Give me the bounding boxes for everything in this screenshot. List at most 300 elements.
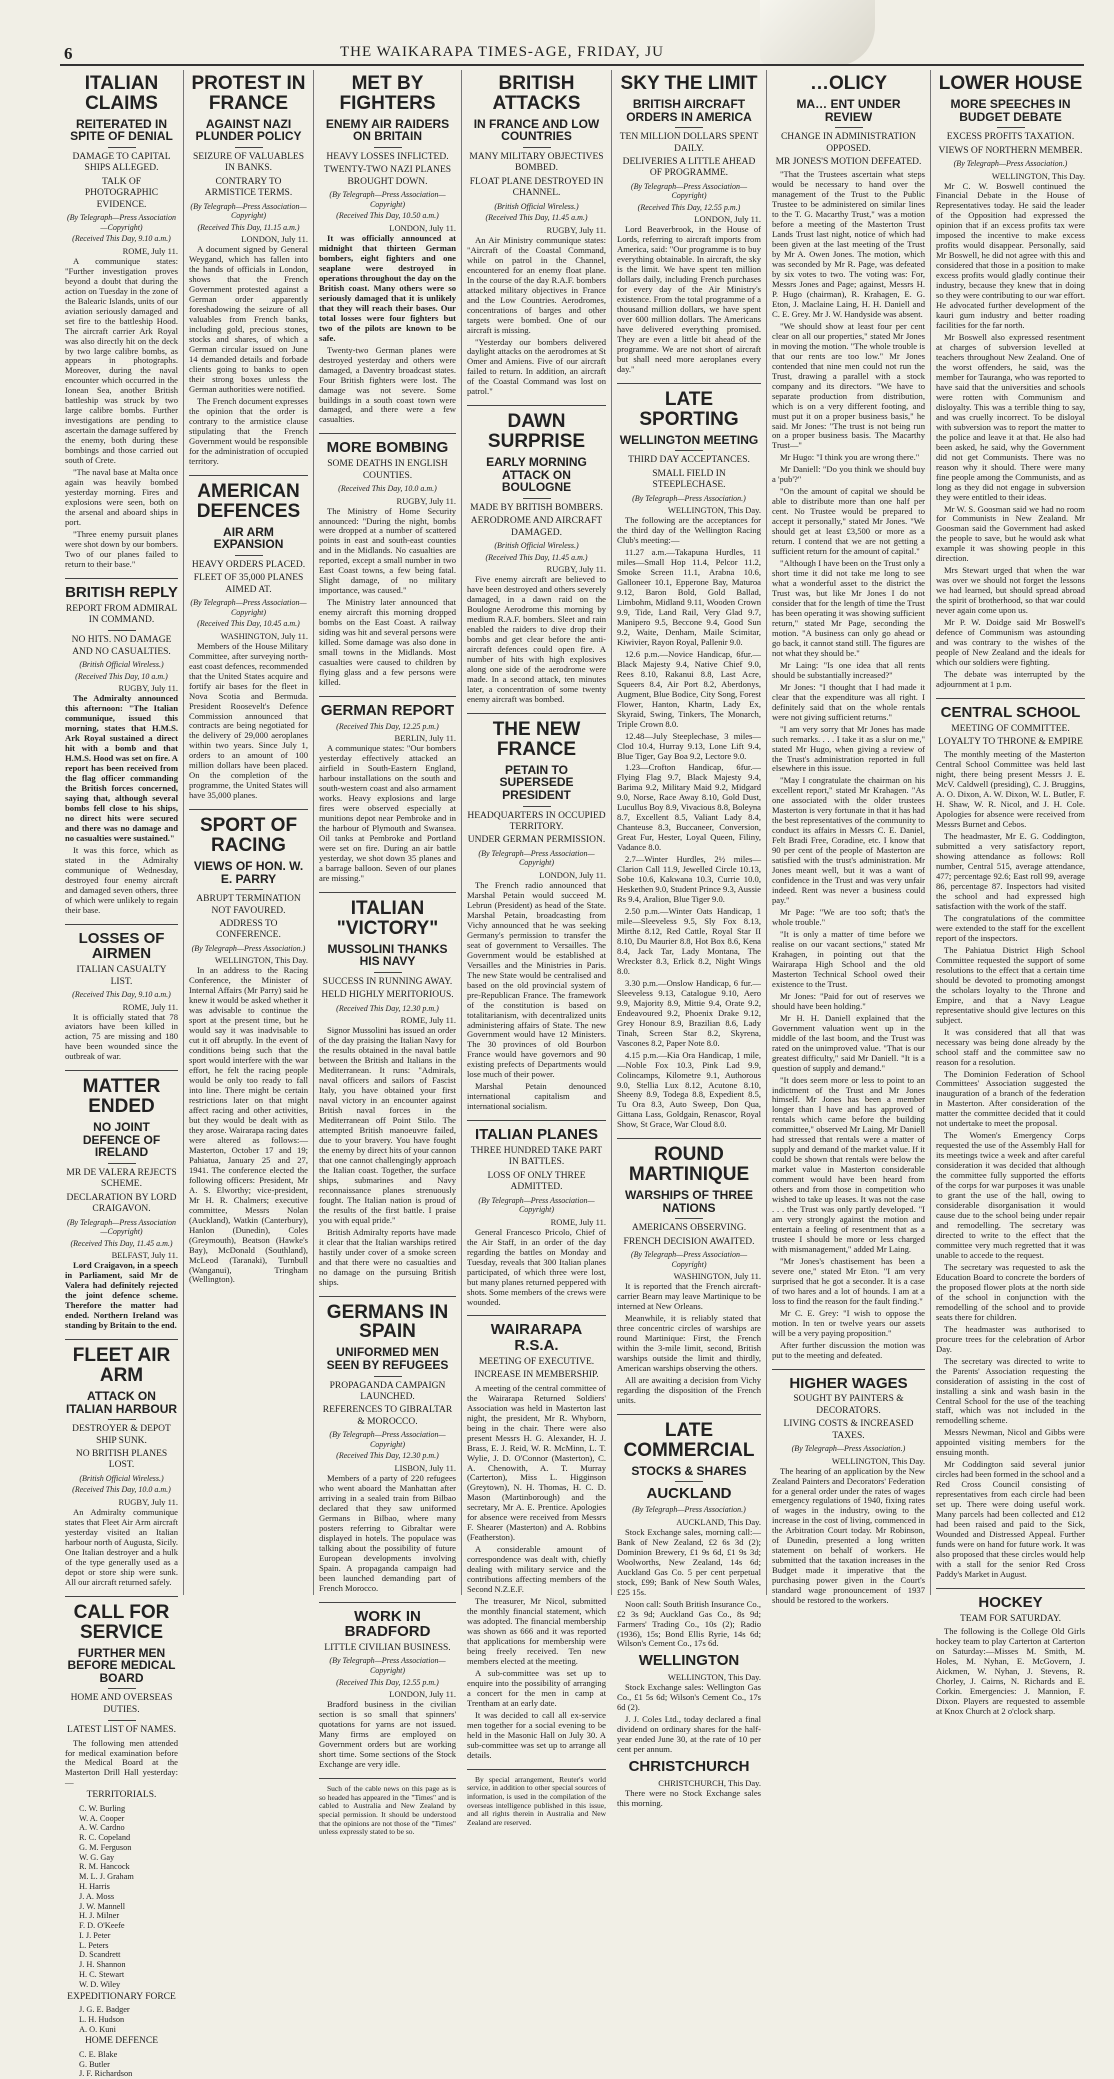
- sub-deck: MR JONES'S MOTION DEFEATED.: [775, 156, 922, 167]
- subheadline: WELLINGTON: [638, 1652, 740, 1670]
- separator-dash: [675, 1218, 703, 1219]
- headline: ITALIAN CLAIMS: [84, 73, 159, 114]
- wire-credit: (Received This Day, 9.10 a.m.): [72, 989, 171, 999]
- headline: LOWER HOUSE: [938, 73, 1083, 94]
- dateline: BELFAST, July 11.: [111, 1250, 178, 1261]
- masthead: [0, 0, 1114, 66]
- sub-deck: INCREASE IN MEMBERSHIP.: [474, 1370, 599, 1381]
- sub-deck: SOME DEATHS IN ENGLISH COUNTIES.: [327, 459, 448, 481]
- wire-credit: (By Telegraph—Press Association.): [191, 943, 306, 953]
- subheadline: BRITISH REPLY: [65, 583, 178, 601]
- article-paragraph: Mrs Stewart urged that when the war was over we should not forget the lessons we had learned, but should spread abroad the spirit of brotherhood, so that war could never again come upon us.: [936, 565, 1085, 616]
- separator-dash: [108, 630, 136, 631]
- article-paragraph: 12.6 p.m.—Novice Handicap, 6fur.—Black Majesty 9.4, Native Chief 9.0, Rees 8.10, Rakanui 8.8, Last Acre, Squeers 8.4, Air Port 8.2, Aberdonys, Augment, Blue Bodice, City Song, Forest Flower, Hanton, Khartn, Lady Ex, Skyraid, Swing, Tinkers, The Monarch, Triple Crown 8.0.: [617, 648, 761, 729]
- footnote: Such of the cable news on this page as is so headed has appeared in the "Times" and is cabled to Australia and New Zealand by special permission. It should be understood that the opinions are not those of the "Times" unless expressly stated to be so.: [319, 1784, 456, 1837]
- article-paragraph: It was this force, which as stated in the Admiralty communique of Wednesday, destroyed four enemy aircraft and damaged seven others, three of which were unlikely to regain their base.: [65, 844, 178, 915]
- article-paragraph: The following are the acceptances for the third day of the Wellington Racing Club's meeting:—: [617, 515, 761, 546]
- sub-deck: ABRUPT TERMINATION NOT FAVOURED.: [196, 894, 301, 916]
- article-paragraph: Members of a party of 220 refugees who went aboard the Manhattan after arriving in a sealed train from Bilbao declared that they saw uniformed Germans in Bilbao, where many posters referring to Gibraltar were displayed in hotels. The populace was talking about the possibility of future European developments involving Spain. A propaganda campaign had been launched demanding part of French Morocco.: [319, 1472, 456, 1593]
- article-rule: [617, 383, 761, 384]
- article-paragraph: A communique states: "Further investigation proves beyond a doubt that during the action on Tuesday in the zone of the Balearic Islands, units of our aviation seriously damaged and set fire to the battleship Hood. The aircraft carrier Ark Royal was also directly hit on the deck by two large calibre bombs, as appears in photographs. Moreover, during the naval encounter which occurred in the Ionean Sea, another British battleship was struck by two large calibre bombs. Further investigations are pending to ascertain the damage suffered by the enemy, both during these bombings and those carried out south of Crete.: [65, 255, 178, 466]
- list-item: L. Peters: [79, 1940, 109, 1950]
- article-paragraph: It was considered that all that was necessary was being done already by the school staff and the committee saw no reason for a resolution.: [936, 1026, 1085, 1067]
- separator-dash: [235, 555, 263, 556]
- headline: DAWN SURPRISE: [487, 411, 586, 453]
- deck-heading: MA… ENT UNDER REVIEW: [796, 96, 901, 124]
- sub-deck: SUCCESS IN RUNNING AWAY.: [322, 976, 453, 987]
- article-paragraph: Mr Jones: "I thought that I had made it clear that the expenditure was all right. I definitely said that on the whole rentals were not giving sufficient returns.": [772, 681, 925, 722]
- article-rule: [467, 713, 606, 714]
- sub-deck: LITTLE CIVILIAN BUSINESS.: [324, 1643, 451, 1654]
- article-paragraph: The secretary was directed to write to the Parents' Association requesting the consideration of assisting in the cost of installing a sink and wash basin in the Central School for the use of the teaching staff, which was not included in the remodelling scheme.: [936, 1355, 1085, 1426]
- dateline: RUGBY, July 11.: [118, 683, 178, 694]
- article-paragraph: 2.50 p.m.—Winter Oats Handicap, 1 mile—Sleeveless 9.5, Sly Fox 8.13, Mirthe 8.12, Red Cattle, Royal Star II 8.10, Du Maurier 8.8, Hot Box 8.6, Kena 8.4, Jack Tar, Lady Montana, The Wreckster 8.3, Erlick 8.2, Night Wings 8.0.: [617, 906, 761, 976]
- article-paragraph: "We should show at least four per cent clear on all our properties," stated Mr Jones in moving the motion. "The whole trouble is that our rents are too low." Mr Jones contended that nine men could not run the Trust, drawing a parallel with a stock company and its directors. "We have to separate production from distribution, which is on a very different footing, and must put it on a proper business basis," he said. Mr Jones: "The trust is not being run on a proper business basis. The Macarthy Trust—": [772, 320, 925, 451]
- sub-deck: TWENTY-TWO NAZI PLANES BROUGHT DOWN.: [323, 165, 452, 187]
- sub-deck: MEETING OF EXECUTIVE.: [478, 1356, 595, 1367]
- article-rule: [936, 1588, 1085, 1589]
- wire-credit: (British Official Wireless.): [79, 660, 164, 670]
- headline: ROUND MARTINIQUE: [628, 1144, 750, 1186]
- sub-deck: VIEWS OF NORTHERN MEMBER.: [938, 145, 1083, 156]
- article-paragraph: Mr Hugo: "I think you are wrong there.": [780, 452, 920, 463]
- sub-deck: ADDRESS TO CONFERENCE.: [216, 919, 281, 941]
- wire-credit: (By Telegraph—Press Association.): [791, 1443, 906, 1453]
- wire-credit: (By Telegraph—Press Association—Copyright): [329, 1656, 446, 1676]
- wire-credit: (Received This Day, 12.55 p.m.): [637, 202, 741, 212]
- article-paragraph: "That the Trustees ascertain what steps would be necessary to hand over the management of the Trust to the Public Trustee to be administered on similar lines to the T. G. Macarthy Trust," was a motion before a meeting of the Masterton Trust Lands Trust last night, notice of which had been given at the last meeting of the Trust by Mr A. Owen Jones. The motion, which was seconded by Mr R. Page, was defeated by six votes to two. The voting was: For, Messrs Jones and Page; against, Messrs H. P. Hugo (chairman), R. Krahagen, E. G. Eton, J. Maclaine Laing, H. H. Daniell and C. E. Grey. Mr J. W. Handyside was absent.: [772, 169, 925, 319]
- article-paragraph: "On the amount of capital we should be able to distribute more than one half per cent. No Trustee would be prepared to accept it personally," stated Mr Jones. "We should get at least £3,500 or more as a return. I contend that we are not getting a sufficient return for the amount of capital.": [772, 486, 925, 557]
- list-item: G. M. Ferguson: [79, 1842, 132, 1852]
- article-paragraph: Twenty-two German planes were destroyed yesterday and others were damaged, a Daventry broadcast states. Four British fighters were lost. The damage was not severe. Some buildings in a south coast town were damaged, and there were a few casualties.: [319, 344, 456, 425]
- wire-credit: (British Official Wireless.): [494, 201, 579, 211]
- wire-credit: (Received This Day, 11.45 a.m.): [485, 213, 588, 223]
- sub-deck: CHANGE IN ADMINISTRATION OPPOSED.: [780, 132, 917, 154]
- article-paragraph: A communique states: "Our bombers yesterday effectively attacked an airfield in South-Eastern England, harbour installations on the south and south-western coast and also armament works. Heavy explosions and large fires were observed especially at munitions depot near Pembroke and in the harbour of Plymouth and Swansea. Oil tanks at Pembroke and Portland were set on fire. During an air battle yesterday, we shot down 35 planes and a barrage balloon. Seven of our planes are missing.": [319, 743, 456, 883]
- dateline: AUCKLAND, This Day.: [676, 1516, 761, 1527]
- article-paragraph: The headmaster, Mr E. G. Coddington, submitted a very satisfactory report, showing attendance as follows: Roll number, Central 515, average attendance, 477; percentage 92.6; East roll 99, average 86, percentage 87. Inspectors had visited the school and had expressed high satisfaction with the work of the staff.: [936, 831, 1085, 911]
- name-list: [65, 2005, 178, 2034]
- article-paragraph: J. J. Coles Ltd., today declared a final dividend on ordinary shares for the half-year ended June 30, at the rate of 10 per cent per annum.: [617, 1714, 761, 1755]
- article-paragraph: It was officially announced at midnight that thirteen German bombers, eight fighters and one seaplane were destroyed in operations throughout the day on the British coast. Many others were so seriously damaged that it is unlikely that they will reach their bases. Our total losses were four fighters but two of the pilots are known to be safe.: [319, 233, 456, 343]
- article-rule: [319, 1602, 456, 1603]
- sub-deck: SMALL FIELD IN STEEPLECHASE.: [652, 468, 726, 491]
- deck-heading: MUSSOLINI THANKS HIS NAVY: [327, 941, 448, 969]
- article-paragraph: The Women's Emergency Corps requested the use of the Assembly Hall for its meetings twice a week and after careful consideration it was decided that although the committee fully supported the efforts of the corps for war purposes it was unable to grant the use of the hall, owing to considerable disorganisation it would cause due to the school being under repair and remodelling. The secretary was directed to write to the effect that the committee very much regretted that it was unable to accede to the request.: [936, 1130, 1085, 1260]
- wire-credit: (By Telegraph—Press Association—Copyright): [329, 190, 446, 209]
- article-paragraph: Stock Exchange sales: Wellington Gas Co., £1 5s 6d; Wilson's Cement Co., 17s 6d (2).: [617, 1682, 761, 1713]
- dateline: BERLIN, July 11.: [394, 733, 456, 744]
- sub-deck: TEAM FOR SATURDAY.: [959, 1613, 1062, 1624]
- separator-dash: [675, 1481, 703, 1482]
- wire-credit: (By Telegraph—Press Association.): [632, 493, 746, 503]
- sub-deck: FRENCH DECISION AWAITED.: [623, 1236, 755, 1247]
- headline: MATTER ENDED: [82, 1076, 161, 1118]
- article-paragraph: "I am very sorry that Mr Jones has made such remarks. . . . I take it as a slur on me," stated Mr Hugo, when giving a review of the Trust's administration reported in full elsewhere in this issue.: [772, 723, 925, 774]
- headline: THE NEW FRANCE: [492, 718, 581, 760]
- newspaper-title: THE WAIKARAPA TIMES-AGE, FRIDAY, JU: [340, 44, 664, 60]
- sub-deck: DELIVERIES A LITTLE AHEAD OF PROGRAMME.: [622, 156, 756, 179]
- article-paragraph: The following is the College Old Girls hockey team to play Carterton at Carterton on Saturday:—Misses M. Smith, M. Holes, M. Nyhan, E. McGovern, J. Aickmen, W. Nyhan, J. Stevens, R. Chorley, J. Cairns, N. Richards and E. Corkin. Emergencies: J. Mannion, F. Dixon. Players are requested to assemble at Knox Church at 2 o'clock sharp.: [936, 1626, 1085, 1716]
- article-rule: [936, 698, 1085, 699]
- subheadline: HIGHER WAGES: [789, 1374, 908, 1392]
- article-paragraph: "It is only a matter of time before we realise on our vacant sections," stated Mr Krahagen, in pointing out that the Wairarapa High School and the old Masterton Technical School owed their existence to the Trust.: [772, 928, 925, 989]
- sub-deck: THIRD DAY ACCEPTANCES.: [628, 455, 750, 466]
- article-rule: [65, 1339, 178, 1340]
- list-item: H. C. Stewart: [79, 1970, 125, 1980]
- deck-heading: UNIFORMED MEN SEEN BY REFUGEES: [326, 1345, 449, 1372]
- headline: AMERICAN DEFENCES: [196, 480, 301, 522]
- separator-dash: [374, 147, 402, 148]
- separator-dash: [108, 1720, 136, 1721]
- dateline: WELLINGTON, This Day.: [831, 1455, 925, 1466]
- dateline: WASHINGTON, July 11.: [220, 630, 308, 641]
- wire-credit: (Received This Day, 11.45 a.m.): [485, 552, 588, 562]
- article-paragraph: An Air Ministry communique states: "Aircraft of the Coastal Command, while on patrol in the Channel, encountered for an enemy float plane. In the course of the day R.A.F. bombers attacked military objectives in France and the Low Countries. Aerodromes, concentrations of barges and other targets were bombed. One of our aircraft is missing.: [467, 234, 606, 335]
- list-item: C. E. Blake: [79, 2049, 118, 2059]
- dateline: CHRISTCHURCH, This Day.: [658, 1777, 761, 1788]
- sub-deck: FLOAT PLANE DESTROYED IN CHANNEL.: [469, 176, 604, 199]
- wire-credit: (Received This Day, 12.25 p.m.): [336, 721, 439, 731]
- article-paragraph: The Ministry later announced that enemy aircraft this morning dropped bombs on the East Coast. A railway siding was hit and several persons were killed. Some damage was also done in small towns in the Midlands. Most casualties were caused to children by flying glass and a few persons were killed.: [319, 597, 456, 688]
- article-paragraph: "Three enemy pursuit planes were shot down by our bombers. Two of our planes failed to return to their base.": [65, 528, 178, 569]
- wire-credit: (By Telegraph—Press Association.): [632, 1505, 746, 1515]
- wire-credit: (Received This Day, 12.55 p.m.): [336, 1677, 439, 1687]
- list-item: H. Harris: [79, 1882, 110, 1892]
- article-paragraph: A document signed by General Weygand, which has fallen into the hands of officials in London, shows that the French Government protested against a German order apparently foreshadowing the seizure of all valuables from French banks, including gold, precious stones, stocks and shares, of which a German circular issued on June 14 demanded details and forbade clients going to banks to open their strong boxes unless the German authorities were notified.: [189, 244, 308, 394]
- sub-deck: THREE HUNDRED TAKE PART IN BATTLES.: [470, 1145, 603, 1168]
- headline: BRITISH ATTACKS: [492, 73, 581, 114]
- article-paragraph: 11.27 a.m.—Takapuna Hurdles, 11 miles—Small Hop 11.4, Pelcor 11.2, Smoke Screen 11.1, Arabna 10.6, Galloneer 10.1, Epperone Bay, Maturoa 9.12, Baron Bold, Gold Ballad, Limbohm, Midland 9.11, Wooden Crown 9.9, Tide, Land Rail, Very Glad 9.7, Manipero 9.5, Beccone 9.4, Good Sun 9.2, Waite, Denham, Maile Scimitar, Kiwivier, Rayon Royal, Pallenir 9.0.: [617, 547, 761, 647]
- article-paragraph: Mr Daniell: "Do you think we should buy a 'pub'?": [772, 464, 925, 485]
- sub-deck: PROPAGANDA CAMPAIGN LAUNCHED.: [329, 1380, 446, 1402]
- article-paragraph: "May I congratulate the chairman on his excellent report," stated Mr Krahagen. "As one associated with the older trustees Masterton is very fortunate in that it has had the best representatives of the community to conduct its affairs in Messrs C. E. Daniel, Felt Bradi Free, Coradine, etc. I know that 90 per cent of the people of Masterton are satisfied with the trust's administration. Mr Jones meant well, but it was a want of confidence in the Trust and was very unfair indeed. Rent was never a business could pay.": [772, 775, 925, 906]
- list-item: L. H. Hudson: [79, 2014, 125, 2024]
- separator-dash: [675, 450, 703, 451]
- list-item: G. Butler: [79, 2059, 110, 2069]
- separator-dash: [374, 1376, 402, 1377]
- article-paragraph: Mr W. S. Goosman said we had no room for Communists in New Zealand. Mr Goosman said the Government had asked the people to save, but he would ask what example it was showing people in this direction.: [936, 503, 1085, 564]
- footnote: By special arrangement, Reuter's world service, in addition to other special sources of information, is used in the compilation of the overseas intelligence published in this issue, and all rights therein in Australia and New Zealand are reserved.: [467, 1774, 606, 1828]
- dateline: ROME, July 11.: [122, 1001, 178, 1012]
- article-paragraph: The treasurer, Mr Nicol, submitted the monthly financial statement, which was adopted. The financial membership was shown as 666 and it was reported that applications for membership were being freely received. Ten new members elected at the meeting.: [467, 1596, 606, 1666]
- sub-deck: DECLARATION BY LORD CRAIGAVON.: [66, 1192, 177, 1215]
- subheadline: CENTRAL SCHOOL: [940, 703, 1081, 721]
- column-5: [611, 70, 766, 1808]
- sub-deck: CONTRARY TO ARMISTICE TERMS.: [204, 176, 293, 199]
- deck-heading: AGAINST NAZI PLUNDER POLICY: [195, 116, 302, 144]
- sub-deck: LIVING COSTS & INCREASED TAXES.: [783, 1419, 914, 1441]
- list-item: M. L. J. Graham: [79, 1872, 134, 1882]
- separator-dash: [235, 889, 263, 890]
- article-paragraph: Marshal Petain denounced international capitalism and international socialism.: [467, 1081, 606, 1112]
- deck-heading: FURTHER MEN BEFORE MEDICAL BOARD: [67, 1645, 176, 1685]
- subheadline: AUCKLAND: [646, 1485, 732, 1503]
- article-paragraph: Meanwhile, it is reliably stated that three concentric circles of warships are round Martinique: First, the French within the 3-mile limit, second, British warships outside the limit and thirdly, American warships observing the others.: [617, 1313, 761, 1374]
- list-item: J. A. Moss: [79, 1891, 115, 1901]
- headline: …OLICY: [809, 73, 888, 94]
- headline: LATE COMMERCIAL: [623, 1420, 755, 1461]
- dateline: RUGBY, July 11.: [396, 495, 456, 506]
- article-paragraph: Mr C. W. Boswell continued the Financial Debate in the House of Representatives today. He said the leader of the Opposition had expressed the opinion that if an excess profits tax were imposed the incentive to make excess profits would disappear. Personally, said Mr Boswell, he did not agree with this and considered that those in a position to make excess profits would gladly continue their industry, because they knew that in doing so they were contributing to our war effort. He advocated further development of the kauri gum industry and better roading facilities for the far north.: [936, 180, 1085, 331]
- wire-credit: (Received This Day, 10.45 a.m.): [197, 619, 300, 629]
- list-item: C. W. Burling: [79, 1803, 126, 1813]
- sub-deck: UNDER GERMAN PERMISSION.: [467, 835, 606, 846]
- sub-deck: NO BRITISH PLANES LOST.: [75, 1448, 168, 1471]
- article-paragraph: "Although I have been on the Trust only a short time it did not take me long to see what a wonderful asset to the district the Trust was, but like Mr Jones I do not consider that for the length of time the Trust has been operating it was showing sufficient return," stated Mr Page, seconding the motion. "A business can only go ahead or go back, it cannot stand still. The figures are not what they should be.": [772, 558, 925, 658]
- wire-credit: (By Telegraph—Press Association—Copyright): [190, 597, 307, 617]
- subheadline: HOCKEY: [978, 1593, 1043, 1611]
- article-paragraph: "It does seem more or less to point to an indictment of the Trust and Mr Jones himself. Mr Jones has been a member longer than I have and has approved of rentals which came before the building committee," observed Mr Laing. Mr Daniell had stressed that rentals were a matter of supply and demand of the market value. If it could be shown that rentals were below the market value in Masterton considerable comment would have been heard from others and from those in competition who wished to take up leases. It was not the case . . . the Trust was only partly developed. "I am very strongly against the motion and entertain a feeling of resentment that as a trustee I should be more or less charged with mismanagement," added Mr Laing.: [772, 1074, 925, 1255]
- article-paragraph: The congratulations of the committee were extended to the staff for the excellent report of the inspectors.: [936, 912, 1085, 943]
- wire-credit: (By Telegraph—Press Association—Copyright): [190, 201, 307, 221]
- list-item: A. O. Kuni: [79, 2024, 116, 2034]
- sub-deck: HOME DEFENCE: [84, 2036, 159, 2047]
- article-rule: [65, 578, 178, 579]
- article-rule: [617, 1414, 761, 1415]
- sub-deck: EXCESS PROFITS TAXATION.: [946, 132, 1075, 143]
- wire-credit: (Received This Day, 11.15 a.m.): [197, 222, 300, 232]
- subheadline: WAIRARAPA R.S.A.: [490, 1321, 583, 1355]
- article-paragraph: "The naval base at Malta once again was heavily bombed yesterday morning. Fires and explosions were seen, both on the arsenal and aboard ships in port.: [65, 467, 178, 527]
- list-item: A. W. Cardno: [79, 1823, 125, 1833]
- dateline: ROME, July 11.: [550, 1216, 606, 1227]
- article-paragraph: Mr Boswell also expressed resentment at charges of subversion levelled at teachers throughout New Zealand. One of the worst offenders, he said, was the member for Tauranga, who was reported to have said that the universities and schools were rotten with Communism and disloyalty. This was a terrible thing to say, and was cruelly incorrect. To be disloyal with subversion was to report the matter to the police and leave it at that. He also had been asked, he said, why the Government did not get Communists. There was no reason why it should. There were many fine people among the Communists, and as long as they did not engage in subversion they were entitled to their ideas.: [936, 332, 1085, 502]
- sub-deck: HELD HIGHLY MERITORIOUS.: [321, 990, 454, 1001]
- dateline: LISBON, July 11.: [394, 1462, 456, 1473]
- list-item: R. C. Copeland: [79, 1833, 131, 1843]
- article-rule: [65, 1070, 178, 1071]
- separator-dash: [835, 127, 863, 128]
- sub-deck: MANY MILITARY OBJECTIVES BOMBED.: [469, 152, 604, 174]
- page-number: 6: [64, 44, 73, 63]
- article-paragraph: 1.23—Crofton Handicap, 6fur.—Flying Flag 9.7, Black Majesty 9.4, Barima 9.2, Military Maid 9.2, Midgard 9.0, Norse, Race Away 8.10, Gold Dust, Lucullus Boy 8.9, Vivacious 8.8, Boleyna 8.7, Excellent 8.5, Valiant Lady 8.4, Chanteuse 8.3, Buccaneer, Conversion, Great Fur, Hester, Loyal Queen, Filiny, Vadance 8.0.: [617, 762, 761, 853]
- headline: FLEET AIR ARM: [72, 1345, 171, 1387]
- article-rule: [772, 1369, 925, 1370]
- article-paragraph: Members of the House Military Committee, after surveying north-east coast defences, recommended that the United States acquire and fortify air bases for the fleet in Nova Scotia and Bermuda. President Roosevelt's Defence Commission announced that contracts are being negotiated for the delivery of 29,000 aeroplanes within two years. Since July 1, orders to an amount of 100 million dollars have been placed. On the completion of the programme, the United States will have 35,000 planes.: [189, 640, 308, 801]
- sub-deck: MEETING OF COMMITTEE.: [951, 723, 1070, 734]
- wire-credit: (By Telegraph—Press Association—Copyright): [66, 213, 177, 232]
- article-rule: [65, 1596, 178, 1597]
- sub-deck: HOME AND OVERSEAS DUTIES.: [70, 1693, 173, 1715]
- article-paragraph: In an address to the Racing Conference, the Minister of Internal Affairs (Mr Parry) said he knew it would be asked whether it was advisable to continue the sport at the present time, but he would say it was inadvisable to cut it off abruptly. In the event of conditions being such that the sport would interfere with the war effort, he felt the racing people would be only too ready to fall into line. There might be certain restrictions later on that might affect racing and other activities, but they would be dealt with as they arose. Wairarapa racing dates were altered as follows:—Masterton, October 17 and 19; Pahiatua, January 25 and 27, 1941. The conference elected the following officers: President, Mr A. S. Elworthy; vice-president, Mr H. R. Chalmers; executive committee, Messrs Nolan (Auckland), Watkin (Canterbury), Hanlon (Dunedin), Coles (Greymouth), Beatson (Hawke's Bay), McDonald (Southland), McLeod (Taranaki), Turnbull (Wanganui), Tringham (Wellington).: [189, 965, 308, 1285]
- list-item: I. J. Peter: [79, 1930, 111, 1940]
- wire-credit: (British Official Wireless.): [79, 1473, 164, 1483]
- wire-credit: (Received This Day, 11.45 a.m.): [70, 1238, 173, 1248]
- dateline: WELLINGTON, This Day.: [214, 955, 308, 966]
- dateline: ROME, July 11.: [400, 1015, 456, 1026]
- headline: ITALIAN "VICTORY": [336, 897, 439, 939]
- article-paragraph: The headmaster was authorised to procure trees for the celebration of Arbor Day.: [936, 1323, 1085, 1354]
- article-paragraph: British Admiralty reports have made it clear that the Italian warships retired hastily under cover of a smoke screen and that there were no casualties and no damage on the pursuing British ships.: [319, 1226, 456, 1287]
- sub-deck: HEAVY LOSSES INFLICTED.: [326, 152, 449, 163]
- sub-deck: EXPEDITIONARY FORCE: [67, 1991, 176, 2002]
- separator-dash: [108, 147, 136, 148]
- article-rule: [65, 924, 178, 925]
- headline: SKY THE LIMIT: [620, 73, 758, 94]
- article-paragraph: Mr Laing: "Is one idea that all rents should be substantially increased?": [772, 659, 925, 680]
- article-rule: [189, 809, 308, 810]
- article-paragraph: Lord Craigavon, in a speech in Parliament, said Mr de Valera had definitely rejected the joint defence scheme. Therefore the matter had ended. Northern Ireland was standing by Britain to the end.: [65, 1260, 178, 1331]
- list-item: F. D. O'Keefe: [79, 1921, 125, 1931]
- dateline: ROME, July 11.: [122, 245, 178, 256]
- separator-dash: [235, 147, 263, 148]
- article-paragraph: Signor Mussolini has issued an order of the day praising the Italian Navy for the results obtained in the naval battle between the British and Italians in the Mediterranean. It runs: "Admirals, naval officers and sailors of Fascist Italy, you have obtained your first naval victory in an encounter against British naval forces in the Mediterranean off Point Stilo. The attempted British manoeuvre failed, due to your bravery. You have fought the enemy by direct hits of your cannon that one cannot challengingly approach the Italian coast. Together, the surface ships, submarines and Navy reconnaissance planes strenuously fought. The Italian nation is proud of the results of the first battle. I praise you with equal pride.": [319, 1025, 456, 1225]
- article-paragraph: The Dominion Federation of School Committees' Association suggested the inauguration of a branch of the federation in Masterton. After consideration of the matter the committee decided that it could not undertake to meet the proposal.: [936, 1068, 1085, 1129]
- article-paragraph: The French radio announced that Marshal Petain would succeed M. Lebrun (President) as head of the State. Marshal Petain, broadcasting from Vichy announced that he was seeking Germany's permission to transfer the seat of government to Versailles. The Government would be established at Versailles and the Ministries in Paris. The new State would be centralised and based on the old provincial system of pre-Republican France. The framework of the constitution is based on totalitarianism, with decentralized units administering affairs of State. The new Government would have 12 Ministers. The 30 provinces of old Bourbon France would have governors and 90 existing prefects of Departments would lose much of their power.: [467, 879, 606, 1080]
- article-paragraph: It is reported that the French aircraft-carrier Bearn may leave Martinique to be interned at New Orleans.: [617, 1281, 761, 1312]
- sub-deck: DESTROYER & DEPOT SHIP SUNK.: [72, 1424, 171, 1446]
- article-paragraph: Mr P. W. Doidge said Mr Boswell's defence of Communism was astounding and was contrary to the wishes of the people of New Zealand and the ideals for which our soldiers were fighting.: [936, 617, 1085, 668]
- separator-dash: [675, 127, 703, 128]
- separator-dash: [523, 147, 551, 148]
- column-2: [183, 70, 313, 1595]
- article-paragraph: 4.15 p.m.—Kia Ora Handicap, 1 mile, —Noble Fox 10.3, Pink Lad 9.9, Colincamps, Kilometre 9.1, Authorous 9.0, Stellia Lux 8.12, Acutone 8.10, Sheeny 8.9, Todega 8.8, Expedient 8.5, Tu Ora 8.3, Auto Sweep, Don Qua, Gittana Lass, Goldgain, Renascor, Royal Show, St Grace, War Cloud 8.0.: [617, 1049, 761, 1130]
- dateline: WELLINGTON, This Day.: [991, 170, 1085, 181]
- deck-heading: IN FRANCE AND LOW COUNTRIES: [473, 116, 600, 144]
- article-paragraph: There were no Stock Exchange sales this morning.: [617, 1787, 761, 1808]
- article-rule: [319, 696, 456, 697]
- sub-deck: LATEST LIST OF NAMES.: [67, 1725, 176, 1736]
- article-paragraph: The hearing of an application by the New Zealand Painters and Decorators' Federation for a general order under the rates of wages emergency regulations of 1940, fixing rates of wages in the industry, owing to the increase in the cost of living, commenced in the Arbitration Court today. Mr Robinson, of Dunedin, presented a long written statement on behalf of workers. He submitted that the taxation increases in the Budget made it imperative that the purchasing power given in the Court's standard wage pronouncement of 1937 should be restored to the workers.: [772, 1465, 925, 1606]
- deck-heading: WELLINGTON MEETING: [619, 432, 759, 447]
- dateline: WASHINGTON, July 11.: [673, 1271, 761, 1282]
- article-paragraph: The secretary was requested to ask the Education Board to concrete the borders of the proposed flower plots at the north side of the school in conjunction with the remodelling of the school and to provide seats there for children.: [936, 1261, 1085, 1322]
- list-item: D. Scandrett: [79, 1950, 121, 1960]
- list-item: W. D. Wiley: [79, 1979, 121, 1989]
- name-list: [65, 1804, 178, 1990]
- article-paragraph: Mr H. H. Daniell explained that the Government valuation went up in the middle of the last boom, and the Trust was rated on the unimproved value. "That is our greatest difficulty," said Mr Daniell. "It is a question of supply and demand.": [772, 1012, 925, 1073]
- sub-deck: AERODROME AND AIRCRAFT DAMAGED.: [470, 516, 603, 538]
- article-paragraph: Mr Page: "We are too soft; that's the whole trouble.": [772, 907, 925, 928]
- article-paragraph: The French document expresses the opinion that the order is contrary to the armistice clause stipulating that the French Government would be responsible for the administration of occupied territory.: [189, 395, 308, 466]
- deck-heading: ATTACK ON ITALIAN HARBOUR: [65, 1389, 178, 1416]
- headline: PROTEST IN FRANCE: [191, 73, 306, 114]
- sub-deck: FLEET OF 35,000 PLANES AIMED AT.: [193, 573, 304, 595]
- sub-deck: REPORT FROM ADMIRAL IN COMMAND.: [65, 603, 178, 625]
- deck-heading: STOCKS & SHARES: [631, 1463, 747, 1478]
- article-paragraph: It is officially stated that 78 aviators have been killed in action, 75 are missing and 180 have been wounded since the outbreak of war.: [65, 1011, 178, 1062]
- sub-deck: SOUGHT BY PAINTERS & DECORATORS.: [793, 1394, 904, 1416]
- article-paragraph: The Admiralty announced this afternoon: "The Italian communique, issued this morning, states that H.M.S. Ark Royal sustained a direct hit with a bomb and that H.M.S. Hood was set on fire. A report has been received from the flag officer commanding the British forces concerned, saying that, although several bombs fell close to his ships, no direct hits were secured and there was no damage and no casualties were sustained.": [65, 693, 178, 843]
- column-3: [313, 70, 461, 1837]
- sub-deck: HEADQUARTERS IN OCCUPIED TERRITORY.: [467, 810, 606, 832]
- article-paragraph: The following men attended for medical examination before the Medical Board at the Masterton Drill Hall yesterday:—: [65, 1737, 178, 1788]
- column-1: [60, 70, 183, 2079]
- separator-dash: [997, 127, 1025, 128]
- dateline: LONDON, July 11.: [539, 869, 606, 880]
- torn-corner: [760, 0, 875, 66]
- sub-deck: LOSS OF ONLY THREE ADMITTED.: [487, 1170, 586, 1193]
- deck-heading: ENEMY AIR RAIDERS ON BRITAIN: [325, 116, 450, 144]
- deck-heading: VIEWS OF HON. W. E. PARRY: [193, 859, 304, 886]
- article-paragraph: All are awaiting a decision from Vichy regarding the disposition of the French units.: [617, 1375, 761, 1406]
- headline: LATE SPORTING: [639, 389, 739, 430]
- newspaper-columns: [60, 70, 1090, 2079]
- article-paragraph: After further discussion the motion was put to the meeting and defeated.: [772, 1339, 925, 1360]
- article-paragraph: Mr C. E. Grey: "I wish to oppose the motion. In ten or twelve years our assets will be a very paying proposition.": [772, 1307, 925, 1338]
- dateline: LONDON, July 11.: [241, 234, 308, 245]
- article-paragraph: It was decided to call all ex-service men together for a social evening to be held in the Masonic Hall on July 30. A sub-committee was set up to arrange all details.: [467, 1709, 606, 1760]
- article-rule: [319, 1296, 456, 1297]
- sub-deck: REFERENCES TO GIBRALTAR & MOROCCO.: [322, 1405, 453, 1427]
- article-paragraph: An Admiralty communique states that Fleet Air Arm aircraft yesterday visited an Italian harbour north of Augusta, Sicily. One Italian destroyer and a hulk of the type generally used as a depot or store ship were sunk. All our aircraft returned safely.: [65, 1506, 178, 1587]
- list-item: J. W. Mannell: [79, 1901, 126, 1911]
- sub-deck: TALK OF PHOTOGRAPHIC EVIDENCE.: [84, 176, 159, 210]
- column-7: [930, 70, 1090, 1716]
- separator-dash: [108, 1688, 136, 1689]
- article-rule: [319, 433, 456, 434]
- subheadline: GERMAN REPORT: [320, 701, 455, 719]
- column-4: [461, 70, 611, 1828]
- article-paragraph: Stock Exchange sales, morning call:—Bank of New Zealand, £2 6s 3d (2); Dominion Brewery, £1 9s 6d, £1 9s 3d; Woolworths, New Zealand, 14s 6d; Auckland Gas Co. 5 per cent perpetual stock, £99; Bank of New South Wales, £25 15s.: [617, 1526, 761, 1597]
- article-rule: [617, 1138, 761, 1139]
- sub-deck: TEN MILLION DOLLARS SPENT DAILY.: [619, 132, 759, 154]
- article-paragraph: The monthly meeting of the Masterton Central School Committee was held last night, there being present Messrs J. E. McV. Caldwell (presiding), C. J. Bruggins, A. O. Dixon, A. W. Dixon, W. L. Butler, F. H. Shaw, W. R. Nicol, and J. H. Cole. Apologies for absence were received from Messrs Burnet and Cebos.: [936, 749, 1085, 830]
- wire-credit: (Received This Day, 12.30 p.m.): [336, 1451, 439, 1461]
- list-item: H. J. Milner: [79, 1911, 120, 1921]
- dateline: RUGBY, July 11.: [546, 224, 606, 235]
- dateline: LONDON, July 11.: [389, 1689, 456, 1700]
- sub-deck: DAMAGE TO CAPITAL SHIPS ALLEGED.: [72, 152, 171, 174]
- sub-deck: SEIZURE OF VALUABLES IN BANKS.: [192, 152, 305, 174]
- deck-heading: REITERATED IN SPITE OF DENIAL: [70, 116, 173, 144]
- separator-dash: [523, 806, 551, 807]
- article-paragraph: "Mr Jones's chastisement has been a severe one," stated Mr Eton. "I am very surprised that he got a seconder. It is a case of two hares and a lot of hounds. I am at a loss to find the reason for the fault finding.": [772, 1255, 925, 1306]
- list-item: J. F. Richardson: [79, 2069, 133, 2079]
- sub-deck: TERRITORIALS.: [86, 1790, 157, 1801]
- article-paragraph: 12.48—July Steeplechase, 3 miles—Clod 10.4, Hurray 9.13, Lone Lift 9.4, Blue Tiger, Gay Boa 9.2, Lectore 9.0.: [617, 730, 761, 761]
- sub-deck: HEAVY ORDERS PLACED.: [191, 559, 306, 570]
- wire-credit: (Received This Day, 10.0 a.m.): [338, 483, 437, 493]
- article-paragraph: Five enemy aircraft are believed to have been destroyed and others severely damaged, in a dawn raid on the Boulogne Aerodrome this morning by medium R.A.F. bombers. Sleet and rain enabled the raiders to dive drop their bombs and get clear before the anti-aircraft defences could open fire. A number of hits with high explosives along one side of the aerodrome were made. In a second attack, ten minutes later, a concentration of some twenty enemy aircraft was bombed.: [467, 574, 606, 704]
- separator-dash: [108, 1163, 136, 1164]
- wire-credit: (By Telegraph—Press Association—Copyright): [66, 1217, 177, 1237]
- separator-dash: [523, 498, 551, 499]
- dateline: WELLINGTON, This Day.: [667, 505, 761, 516]
- article-paragraph: 2.7—Winter Hurdles, 2½ miles—Clarion Call 11.9, Jewelled Circle 10.13, Sobe 10.6, Kakwana 10.3, Currie 10.0, Heskethen 9.0, Student Prince 9.3, Aussie Rs 9.4, Aralion, Blue Tiger 9.0.: [617, 854, 761, 905]
- dateline: RUGBY, July 11.: [118, 1496, 178, 1507]
- subheadline: ITALIAN PLANES: [474, 1126, 599, 1144]
- article-paragraph: A meeting of the central committee of the Wairarapa Returned Soldiers' Association was held in Masterton last night, the president, Mr R. Whyborn, being in the chair. There were also present Messrs H. G. Alexander, H. J. Brass, E. J. Reid, W. R. McMinn, L. T. Wylie, J. D. O'Connor (Masterton), C. A. Chenowith, A. T. Murray (Carterton), Miss L. Higginson (Greytown), N. H. Thomas, H. C. D. Mason (Martinborough) and the secretary, Mr A. E. Prentice. Apologies for absence were received from Messrs F. Shearer (Masterton) and A. Robbins (Featherston).: [467, 1382, 606, 1543]
- wire-credit: (By Telegraph—Press Association—Copyright): [478, 848, 595, 868]
- wire-credit: (Received This Day, 9.10 a.m.): [72, 234, 171, 244]
- wire-credit: (British Official Wireless.): [494, 541, 579, 551]
- list-item: W. G. Gay: [79, 1852, 115, 1862]
- list-item: R. M. Hancock: [79, 1862, 130, 1872]
- article-rule: [319, 892, 456, 893]
- wire-credit: (Received This Day, 10.50 a.m.): [336, 211, 439, 221]
- column-6: [766, 70, 930, 1606]
- dateline: LONDON, July 11.: [389, 223, 456, 234]
- subheadline: MORE BOMBING: [326, 439, 449, 457]
- deck-heading: BRITISH AIRCRAFT ORDERS IN AMERICA: [626, 96, 752, 124]
- separator-dash: [374, 972, 402, 973]
- article-rule: [467, 1120, 606, 1121]
- headline: MET BY FIGHTERS: [339, 73, 436, 114]
- sub-deck: LOYALTY TO THRONE & EMPIRE: [938, 737, 1083, 748]
- deck-heading: EARLY MORNING ATTACK ON BOULOGNE: [486, 455, 587, 495]
- deck-heading: PETAIN TO SUPERSEDE PRESIDENT: [499, 762, 574, 802]
- article-paragraph: Bradford business in the civilian section is so small that spinners' quotations for yarns are not issued. Many firms are employed on Government orders but are working short time. Some sections of the Stock Exchange are very idle.: [319, 1699, 456, 1770]
- masthead-rule: [60, 64, 1084, 66]
- deck-heading: MORE SPEECHES IN BUDGET DEBATE: [950, 96, 1071, 124]
- dateline: RUGBY, July 11.: [546, 564, 606, 575]
- wire-credit: (Received This Day, 12.30 p.m.): [336, 1003, 439, 1013]
- headline: CALL FOR SERVICE: [73, 1601, 170, 1643]
- separator-dash: [108, 1419, 136, 1420]
- headline: GERMANS IN SPAIN: [326, 1301, 449, 1343]
